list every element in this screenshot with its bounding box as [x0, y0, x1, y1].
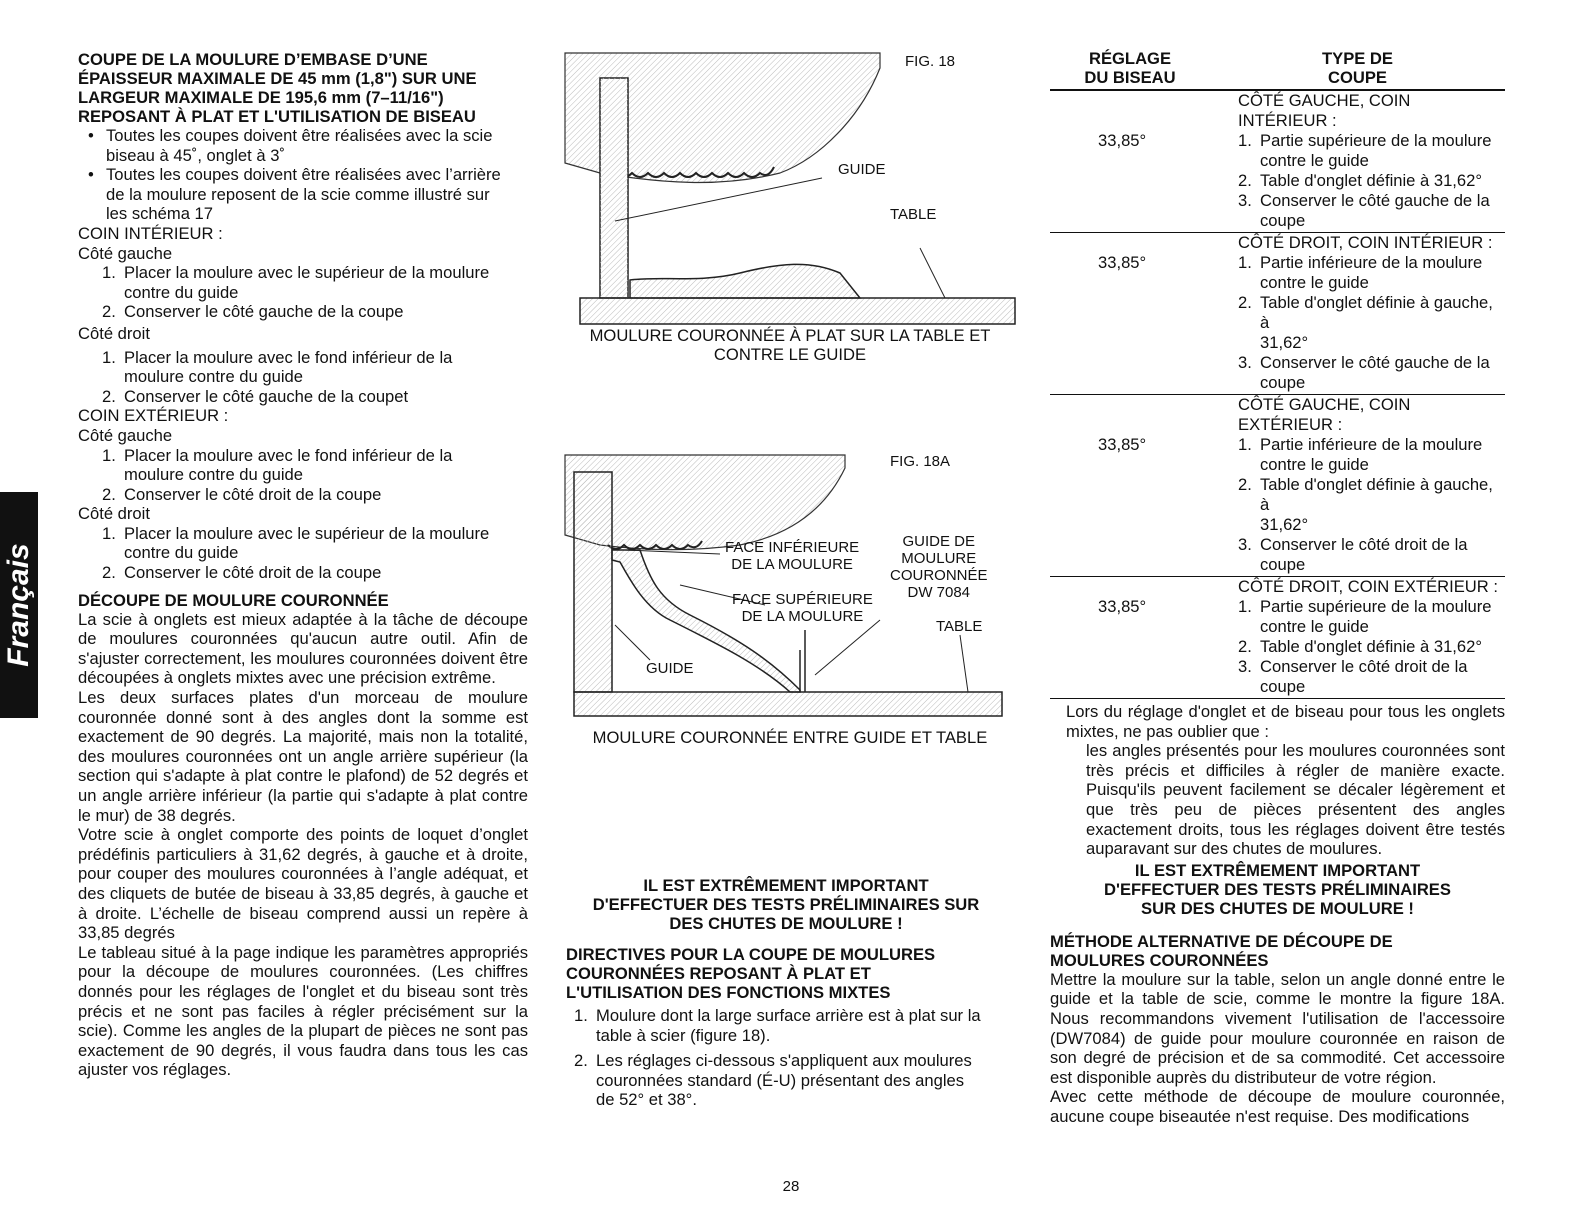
- item-line: table à scier (figure 18).: [596, 1025, 771, 1045]
- figure-18-caption: [560, 326, 1020, 364]
- step-line: Table d'onglet définie à 31,62°: [1260, 637, 1483, 656]
- label-line: FACE SUPÉRIEURE: [732, 591, 873, 608]
- item-line: moulure contre du guide: [124, 465, 303, 485]
- paragraph: Les deux surfaces plates d'un morceau de moulure couronnée donné sont à des angles dont la somme est exactement de 90 degrés. La majorité, mais non la totalité, des moulures couronnées ont un angle arrière supérieur (la section qui s'adapte à plat contre le plafond) de 52 degrés et un angle arrière inférieur (la partie qui s'adapte à plat contre le mur) de 38 degrés.: [78, 688, 528, 825]
- item-number: 1.: [102, 523, 116, 543]
- step-line: contre le guide: [1260, 273, 1369, 292]
- step-line: Conserver le côté gauche de la: [1260, 353, 1490, 372]
- figure-18a-label: FIG. 18A: [890, 453, 951, 470]
- step-line: contre le guide: [1260, 455, 1369, 474]
- bevel-angle: [1050, 577, 1238, 697]
- step-number: 2.: [1238, 475, 1252, 494]
- header-line: TYPE DE: [1321, 49, 1393, 68]
- item-number: 2.: [102, 563, 116, 583]
- step-line: Conserver le côté droit de la: [1260, 535, 1468, 554]
- column-middle: [566, 876, 1006, 1110]
- bullet-line: de la moulure reposent de la scie comme illustré sur: [106, 184, 490, 204]
- step-number: 1.: [1238, 253, 1252, 272]
- figure-18-label: FIG. 18: [905, 53, 956, 70]
- bullet-item: • Toutes les coupes doivent être réalisées avec la scie biseau à 45˚, onglet à 3˚: [88, 126, 493, 165]
- guide-moulure-label: [890, 533, 988, 601]
- step-number: 1.: [1238, 597, 1252, 616]
- heading-line: DIRECTIVES POUR LA COUPE DE MOULURES: [566, 945, 936, 964]
- item-line: Conserver le côté droit de la coupe: [124, 563, 382, 583]
- item-number: 2.: [102, 302, 116, 322]
- table-row: [1050, 233, 1505, 395]
- step-line: coupe: [1260, 555, 1306, 574]
- item-line: Conserver le côté gauche de la coupet: [124, 386, 409, 406]
- step-line: coupe: [1260, 373, 1306, 392]
- numbered-item: [78, 446, 528, 485]
- language-tab: [0, 492, 38, 718]
- label-line: FACE INFÉRIEURE: [725, 539, 860, 556]
- label-line: COURONNÉE: [890, 567, 988, 584]
- item-number: 1.: [102, 263, 116, 283]
- item-number: 2.: [102, 484, 116, 504]
- step-line: Table d'onglet définie à gauche, à: [1260, 475, 1493, 514]
- cut-title: CÔTÉ DROIT, COIN EXTÉRIEUR :: [1238, 577, 1498, 596]
- step-line: Partie supérieure de la moulure: [1260, 597, 1492, 616]
- section-heading-baseboard: [78, 50, 528, 126]
- header-bevel: [1050, 50, 1210, 87]
- note-body: les angles présentés pour les moulures couronnées sont très précis et difficiles à régler de manière exacte. Puisqu'ils peuvent facilement se décaler légèrement et que très peu de pièces présentent des angles exactement droits, tous les réglages doivent être testés auparavant sur des chutes de moulures.: [1086, 741, 1505, 859]
- cut-type: [1238, 577, 1505, 697]
- step-line: coupe: [1260, 211, 1306, 230]
- heading-line: COURONNÉES REPOSANT À PLAT ET: [566, 964, 871, 983]
- numbered-item: [566, 1006, 1006, 1045]
- column-left: [78, 50, 528, 1080]
- figure-18a: [560, 450, 1020, 750]
- heading-line: REPOSANT À PLAT ET L'UTILISATION DE BISEAU: [78, 107, 476, 126]
- numbered-item: [566, 1051, 1006, 1110]
- side-label: Côté droit: [78, 504, 150, 524]
- section-heading-directives: [566, 945, 1006, 1002]
- item-line: contre du guide: [124, 282, 239, 302]
- section-heading-alternative: [1050, 932, 1505, 970]
- bullet-item: • Toutes les coupes doivent être réalisées avec l’arrière de la moulure reposent de la scie comme illustré sur les schéma 17: [88, 165, 501, 224]
- heading-line: MOULURES COURONNÉES: [1050, 950, 1269, 970]
- caption-line: CONTRE LE GUIDE: [713, 345, 867, 364]
- note-intro: Lors du réglage d'onglet et de biseau pour tous les onglets mixtes, ne pas oublier que :: [1066, 702, 1505, 741]
- step-line: Partie inférieure de la moulure: [1260, 435, 1483, 454]
- item-line: Placer la moulure avec le fond inférieur de la: [124, 347, 453, 367]
- side-label: Côté droit: [78, 323, 150, 343]
- item-line: Conserver le côté gauche de la coupe: [124, 302, 404, 322]
- numbered-item: [78, 524, 528, 563]
- item-line: Placer la moulure avec le supérieur de la moulure: [124, 523, 490, 543]
- warning-line: DES CHUTES DE MOULURE !: [669, 914, 903, 933]
- step-number: 2.: [1238, 293, 1252, 312]
- numbered-item: [78, 263, 528, 302]
- step-line: Partie supérieure de la moulure: [1260, 131, 1492, 150]
- side-label: Côté gauche: [78, 425, 173, 445]
- item-line: Placer la moulure avec le supérieur de la moulure: [124, 263, 490, 283]
- important-warning: [1050, 861, 1505, 918]
- angle-value: 33,85°: [1098, 435, 1147, 454]
- angle-value: 33,85°: [1098, 253, 1147, 272]
- label-line: DE LA MOULURE: [731, 556, 853, 573]
- header-line: RÉGLAGE: [1088, 49, 1172, 68]
- language-tab-label: Français: [2, 543, 35, 667]
- heading-line: MÉTHODE ALTERNATIVE DE DÉCOUPE DE: [1050, 931, 1393, 951]
- step-number: 3.: [1238, 191, 1252, 210]
- bevel-angle: [1050, 233, 1238, 393]
- numbered-item: [78, 302, 528, 322]
- item-number: 2.: [574, 1051, 588, 1071]
- heading-line: COUPE DE LA MOULURE D’EMBASE D’UNE: [78, 50, 428, 69]
- label-line: DE LA MOULURE: [741, 608, 864, 625]
- angle-value: 33,85°: [1098, 597, 1147, 616]
- bullet-line: Toutes les coupes doivent être réalisées avec la scie: [106, 126, 493, 145]
- figure-18: [560, 48, 1020, 368]
- step-line: contre le guide: [1260, 617, 1369, 636]
- face-superieure-label: [732, 591, 873, 625]
- paragraph: Votre scie à onglet comporte des points de loquet d’onglet prédéfinis particuliers à 31,62 degrés, à gauche et à droite, pour couper des moulures couronnées à l’angle adéquat, et des cliquets de butée de biseau à 33,85 degrés, à gauche et à droite. L’échelle de biseau comprend aussi un repère à 33,85 degrés: [78, 825, 528, 943]
- face-inferieure-label: [725, 539, 859, 573]
- important-warning: [566, 876, 1006, 933]
- step-line: Table d'onglet définie à 31,62°: [1260, 171, 1483, 190]
- item-number: 1.: [102, 347, 116, 367]
- item-line: Conserver le côté droit de la coupe: [124, 484, 382, 504]
- step-number: 2.: [1238, 171, 1252, 190]
- step-number: 3.: [1238, 353, 1252, 372]
- heading-line: L'UTILISATION DES FONCTIONS MIXTES: [566, 983, 891, 1002]
- step-number: 3.: [1238, 535, 1252, 554]
- label-line: GUIDE DE: [902, 533, 976, 550]
- warning-line: SUR DES CHUTES DE MOULURE !: [1141, 898, 1414, 918]
- step-number: 3.: [1238, 657, 1252, 676]
- cut-title: CÔTÉ DROIT, COIN INTÉRIEUR :: [1238, 233, 1493, 252]
- paragraph: La scie à onglets est mieux adaptée à la tâche de découpe de moulures couronnées qu'aucun autre outil. Afin de s'ajuster correctement, les moulures couronnées doivent être découpées à onglets mixtes avec une précision extrême.: [78, 609, 528, 688]
- figure-18a-guide-label: GUIDE: [646, 660, 694, 677]
- coin-exterieur-label: COIN EXTÉRIEUR :: [78, 406, 229, 426]
- paragraph: Mettre la moulure sur la table, selon un angle donné entre le guide et la table de scie, comme le montre la figure 18A. Nous recommandons vivement l'utilisation de l'accessoire (DW7084) de guide pour moulure couronnée en raison de son degré de précision et de sa commodité. Cet accessoire est disponible auprès du distributeur de votre région.: [1050, 969, 1505, 1087]
- step-line: coupe: [1260, 677, 1306, 696]
- bevel-table-header: [1050, 50, 1505, 91]
- item-line: moulure contre du guide: [124, 367, 303, 387]
- bullet-line: Toutes les coupes doivent être réalisées avec l’arrière: [106, 165, 501, 185]
- numbered-item: [78, 387, 528, 407]
- figure-18-guide-label: GUIDE: [838, 161, 886, 178]
- warning-line: D'EFFECTUER DES TESTS PRÉLIMINAIRES SUR: [592, 895, 980, 914]
- step-number: 2.: [1238, 637, 1252, 656]
- step-number: 1.: [1238, 435, 1252, 454]
- angle-value: 33,85°: [1098, 131, 1147, 150]
- item-line: contre du guide: [124, 543, 239, 563]
- warning-line: IL EST EXTRÊMEMENT IMPORTANT: [643, 876, 929, 895]
- header-line: DU BISEAU: [1084, 67, 1176, 87]
- item-number: 1.: [102, 445, 116, 465]
- table-row: [1050, 91, 1505, 233]
- warning-line: D'EFFECTUER DES TESTS PRÉLIMINAIRES: [1104, 879, 1451, 899]
- numbered-item: [78, 348, 528, 387]
- bevel-angle: [1050, 91, 1238, 231]
- step-line: 31,62°: [1260, 515, 1309, 534]
- label-line: DW 7084: [907, 584, 971, 601]
- bevel-angle: [1050, 395, 1238, 575]
- heading-line: ÉPAISSEUR MAXIMALE DE 45 mm (1,8") SUR UNE: [78, 69, 477, 88]
- figure-18-table-label: TABLE: [890, 206, 937, 223]
- item-line: Les réglages ci-dessous s'appliquent aux moulures: [596, 1051, 972, 1071]
- figure-18a-table-label: TABLE: [936, 618, 983, 635]
- numbered-item: [78, 485, 528, 505]
- step-line: Conserver le côté gauche de la: [1260, 191, 1490, 210]
- warning-line: IL EST EXTRÊMEMENT IMPORTANT: [1134, 860, 1421, 880]
- paragraph: Le tableau situé à la page indique les paramètres appropriés pour la découpe de moulures couronnées. (Les chiffres donnés pour les réglages de l'onglet et du biseau sont très précis et ne sont pas faciles à régler précisément sur la scie). Comme les angles de la plupart de pièces ne sont pas exactement de 90 degrés, il vous faudra dans tous les cas ajuster vos réglages.: [78, 942, 528, 1080]
- side-label: Côté gauche: [78, 243, 173, 263]
- bullet-line: les schéma 17: [106, 204, 213, 224]
- cut-title: INTÉRIEUR :: [1238, 111, 1337, 130]
- cut-title: CÔTÉ GAUCHE, COIN: [1238, 395, 1411, 414]
- figure-18a-caption: MOULURE COURONNÉE ENTRE GUIDE ET TABLE: [592, 728, 988, 747]
- cut-title: CÔTÉ GAUCHE, COIN: [1238, 91, 1411, 110]
- label-line: MOULURE: [901, 550, 977, 567]
- bullet-line: biseau à 45˚, onglet à 3˚: [106, 145, 285, 165]
- step-number: 1.: [1238, 131, 1252, 150]
- caption-line: MOULURE COURONNÉE À PLAT SUR LA TABLE ET: [589, 326, 991, 345]
- table-row: [1050, 577, 1505, 699]
- step-line: Table d'onglet définie à gauche, à: [1260, 293, 1493, 332]
- item-line: Moulure dont la large surface arrière est à plat sur la: [596, 1006, 981, 1025]
- figure-18-drawing: [560, 48, 1020, 328]
- item-number: 2.: [102, 386, 116, 406]
- page-number: 28: [782, 1178, 800, 1195]
- item-line: couronnées standard (É-U) présentant des angles: [596, 1070, 965, 1090]
- column-right: [1050, 50, 1505, 1127]
- step-line: Conserver le côté droit de la: [1260, 657, 1468, 676]
- item-line: de 52° et 38°.: [596, 1090, 697, 1110]
- cut-type: [1238, 91, 1505, 231]
- table-row: [1050, 395, 1505, 577]
- step-line: Partie inférieure de la moulure: [1260, 253, 1483, 272]
- coin-interieur-label: COIN INTÉRIEUR :: [78, 223, 223, 243]
- cut-type: [1238, 395, 1505, 575]
- heading-line: LARGEUR MAXIMALE DE 195,6 mm (7–11/16"): [78, 88, 444, 107]
- item-line: Placer la moulure avec le fond inférieur de la: [124, 445, 453, 465]
- step-line: contre le guide: [1260, 151, 1369, 170]
- paragraph: Avec cette méthode de découpe de moulure couronnée, aucune coupe biseautée n'est requise. Des modifications: [1050, 1087, 1505, 1126]
- item-number: 1.: [574, 1006, 588, 1025]
- header-line: COUPE: [1327, 67, 1387, 87]
- section-heading-crown: DÉCOUPE DE MOULURE COURONNÉE: [78, 590, 389, 610]
- cut-title: EXTÉRIEUR :: [1238, 415, 1343, 434]
- numbered-item: [78, 563, 528, 583]
- step-line: 31,62°: [1260, 333, 1309, 352]
- cut-type: [1238, 233, 1505, 393]
- header-cut-type: [1210, 50, 1505, 87]
